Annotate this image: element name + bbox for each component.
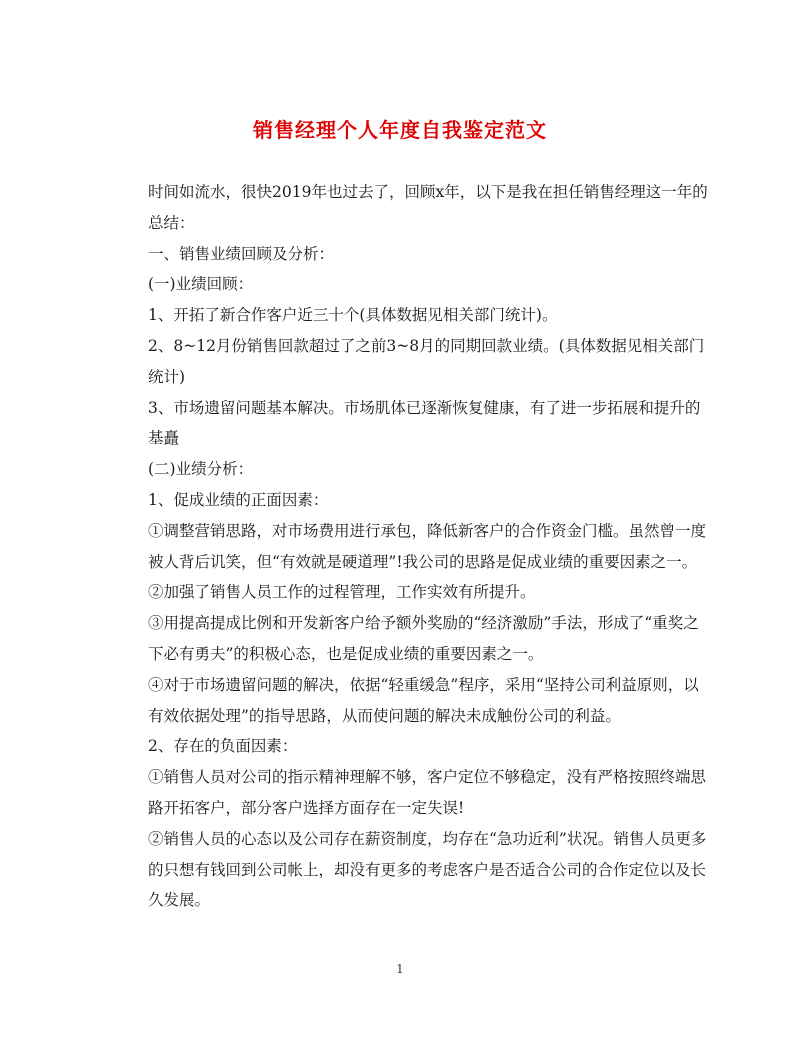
paragraph-positive-factors-heading: 1、促成业绩的正面因素： — [148, 490, 329, 509]
page-number: 1 — [396, 962, 404, 976]
paragraph-negative-factor-1: ①销售人员对公司的指示精神理解不够，客户定位不够稳定，没有严格按照终端思路开拓客户，部分客户选择方面存在一定失误! — [148, 768, 707, 817]
paragraph-positive-factor-3: ③用提高提成比例和开发新客户给予额外奖励的“经济激励”手法，形成了“重奖之下必有勇夫”的积极心态，也是促成业绩的重要因素之一。 — [148, 614, 699, 663]
paragraph-section-1-heading: 一、销售业绩回顾及分析： — [148, 244, 335, 263]
paragraph-positive-factor-1: ①调整营销思路，对市场费用进行承包，降低新客户的合作资金门槛。虽然曾一度被人背后讥笑，但“有效就是硬道理”!我公司的思路是促成业绩的重要因素之一。 — [148, 521, 707, 571]
paragraph-item-1: 1、开拓了新合作客户近三十个(具体数据见相关部门统计)。 — [148, 306, 558, 325]
paragraph-positive-factor-4: ④对于市场遗留问题的解决，依据“轻重缓急”程序，采用“坚持公司利益原则，以有效依据处理”的指导思路，从而使问题的解决未成触份公司的利益。 — [148, 675, 699, 725]
paragraph-positive-factor-2: ②加强了销售人员工作的过程管理，工作实效有所提升。 — [148, 583, 536, 602]
paragraph-intro: 时间如流水，很快2019年也过去了，回顾x年，以下是我在担任销售经理这一年的总结： — [148, 183, 708, 232]
paragraph-subsection-2-heading: (二)业绩分析： — [148, 460, 254, 479]
paragraph-item-2: 2、8~12月份销售回款超过了之前3~8月的同期回款业绩。(具体数据见相关部门统计) — [148, 336, 705, 386]
document-body — [148, 177, 708, 916]
paragraph-subsection-1-heading: (一)业绩回顾： — [148, 275, 254, 294]
paragraph-negative-factors-heading: 2、存在的负面因素： — [148, 737, 298, 756]
paragraph-negative-factor-2: ②销售人员的心态以及公司存在薪资制度，均存在“急功近利”状况。销售人员更多的只想有钱回到公司帐上，却没有更多的考虑客户是否适合公司的合作定位以及长久发展。 — [148, 829, 707, 910]
document-title: 销售经理个人年度自我鉴定范文 — [253, 118, 547, 142]
paragraph-item-3: 3、市场遗留问题基本解决。市场肌体已逐渐恢复健康，有了进一步拓展和提升的基矗 — [148, 398, 701, 448]
